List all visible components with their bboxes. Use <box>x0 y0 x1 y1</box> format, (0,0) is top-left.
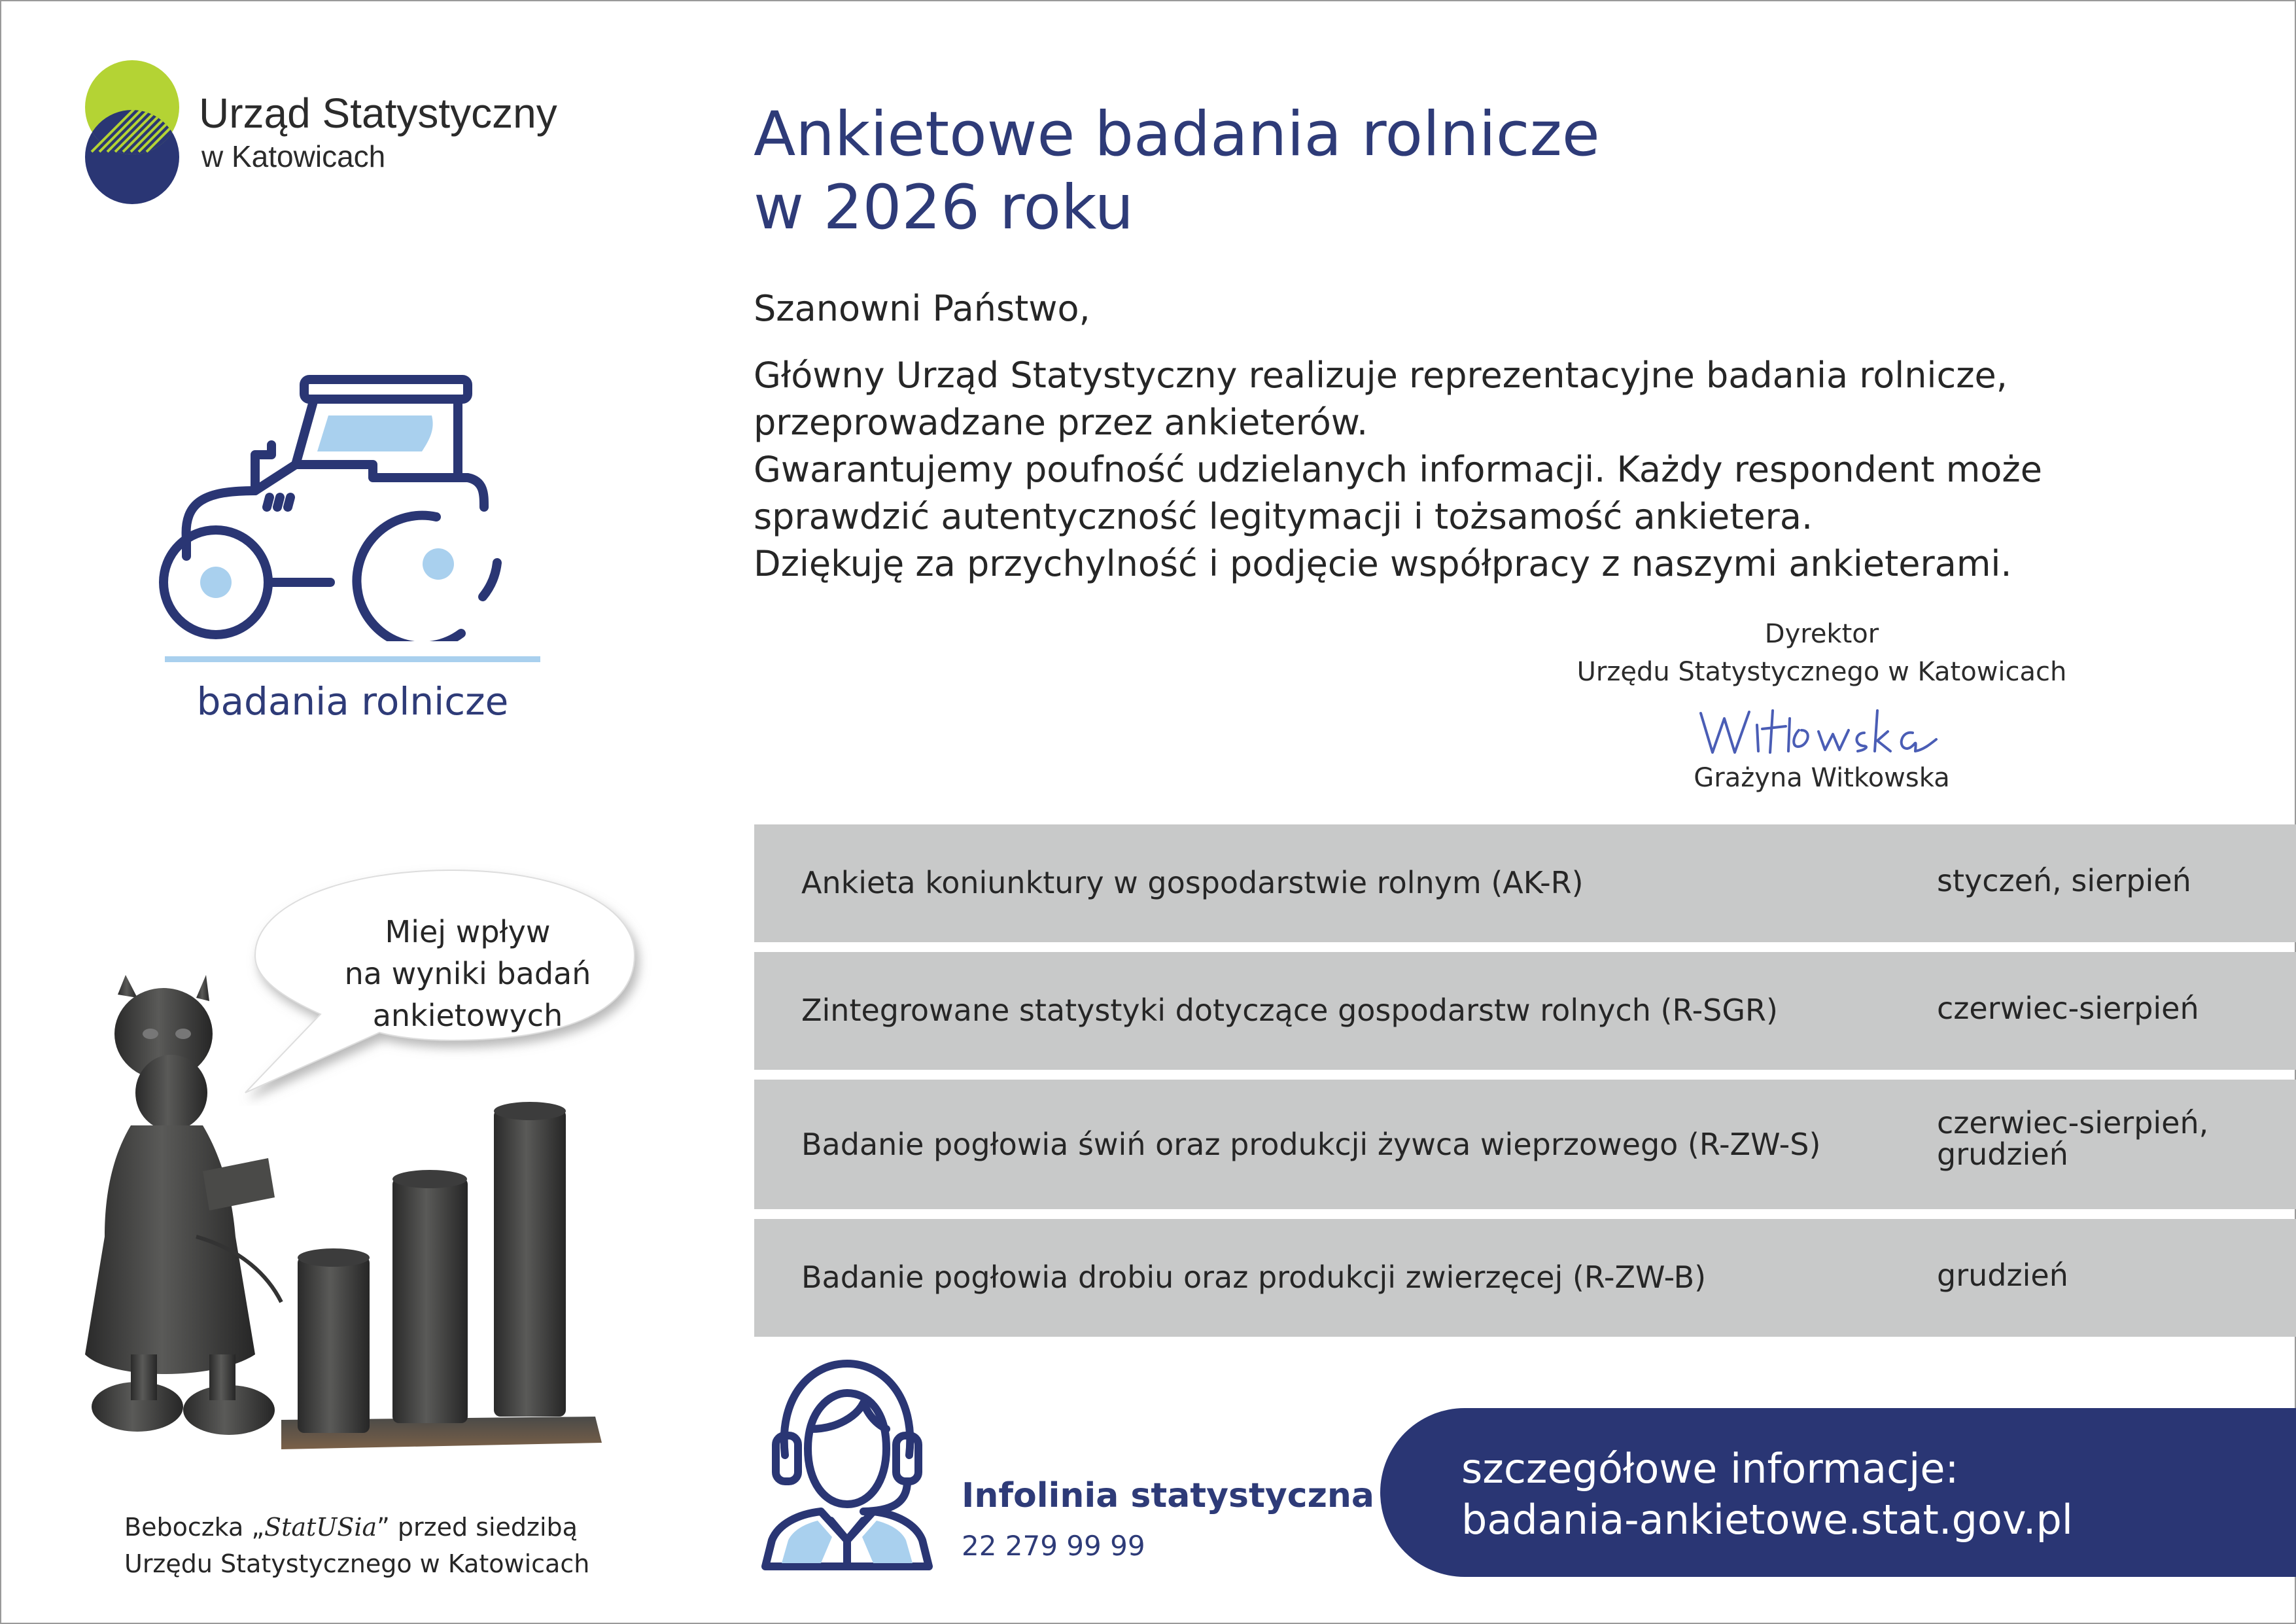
survey-row <box>754 1219 2296 1337</box>
signature-block <box>1505 615 2139 691</box>
survey-period <box>1937 993 2199 1024</box>
statue-caption <box>124 1509 589 1582</box>
survey-period <box>1937 865 2191 896</box>
tractor-icon <box>157 366 523 641</box>
survey-row <box>754 1080 2296 1209</box>
infolinia-title: Infolinia statystyczna <box>962 1476 1374 1515</box>
caption-line-2: Urzędu Statystycznego w Katowicach <box>124 1549 590 1578</box>
tractor-label: badania rolnicze <box>196 679 509 724</box>
bubble-line: Miej wpływ <box>385 914 551 949</box>
letter-line: Gwarantujemy poufność udzielanych informacji. Każdy respondent może <box>754 449 2042 490</box>
survey-name: Ankieta koniunktury w gospodarstwie rolnym (AK-R) <box>801 865 1584 900</box>
caption-text: ” przed siedzibą <box>377 1513 578 1542</box>
caption-line-1 <box>124 1509 589 1545</box>
signer-office: Urzędu Statystycznego w Katowicach <box>1576 657 2067 687</box>
survey-period-line: czerwiec-sierpień, <box>1937 1105 2209 1140</box>
tractor-underline <box>165 656 540 662</box>
survey-period-line: grudzień <box>1937 1137 2068 1172</box>
survey-period <box>1937 1107 2208 1170</box>
more-info-banner <box>1380 1408 2296 1577</box>
caption-text: Beboczka „ <box>124 1513 265 1542</box>
bubble-line: ankietowych <box>372 998 563 1033</box>
caption-brand: StatUSia <box>264 1513 377 1542</box>
letter-body <box>754 352 2042 588</box>
page-title <box>754 98 1600 245</box>
more-info-link[interactable]: badania-ankietowe.stat.gov.pl <box>1461 1496 2074 1544</box>
greeting: Szanowni Państwo, <box>754 288 1090 329</box>
logo-icon <box>85 60 203 204</box>
infolinia-phone[interactable]: 22 279 99 99 <box>962 1530 1145 1562</box>
survey-name: Badanie pogłowia świń oraz produkcji żywca wieprzowego (R-ZW-S) <box>801 1127 1821 1162</box>
letter-line: Główny Urząd Statystyczny realizuje reprezentacyjne badania rolnicze, <box>754 355 2008 396</box>
survey-name: Zintegrowane statystyki dotyczące gospodarstw rolnych (R-SGR) <box>801 993 1778 1028</box>
handwritten-signature <box>1694 699 1956 762</box>
letter-line: Dziękuję za przychylność i podjęcie współpracy z naszymi ankieterami. <box>754 543 2012 584</box>
survey-period <box>1937 1260 2068 1291</box>
title-line-1: Ankietowe badania rolnicze <box>754 99 1600 170</box>
logo <box>85 60 556 211</box>
logo-subtitle: w Katowicach <box>201 139 386 173</box>
letter-line: przeprowadzane przez ankieterów. <box>754 402 1368 443</box>
headset-icon <box>759 1357 935 1573</box>
signer-role: Dyrektor <box>1764 619 1879 649</box>
letter-line: sprawdzić autentyczność legitymacji i tożsamość ankietera. <box>754 496 1813 537</box>
survey-period-line: czerwiec-sierpień <box>1937 991 2199 1026</box>
survey-row <box>754 824 2296 942</box>
logo-name: Urząd Statystyczny <box>199 90 557 137</box>
survey-period-line: styczeń, sierpień <box>1937 863 2191 898</box>
title-line-2: w 2026 roku <box>754 172 1134 243</box>
survey-row <box>754 952 2296 1070</box>
statue-image <box>85 962 608 1479</box>
more-info-label: szczegółowe informacje: <box>1461 1445 1959 1492</box>
bubble-line: na wyniki badań <box>344 956 591 991</box>
survey-period-line: grudzień <box>1937 1258 2068 1293</box>
survey-name: Badanie pogłowia drobiu oraz produkcji zwierzęcej (R-ZW-B) <box>801 1260 1707 1295</box>
survey-table <box>754 824 2296 1347</box>
signer-name: Grażyna Witkowska <box>1694 763 1950 793</box>
